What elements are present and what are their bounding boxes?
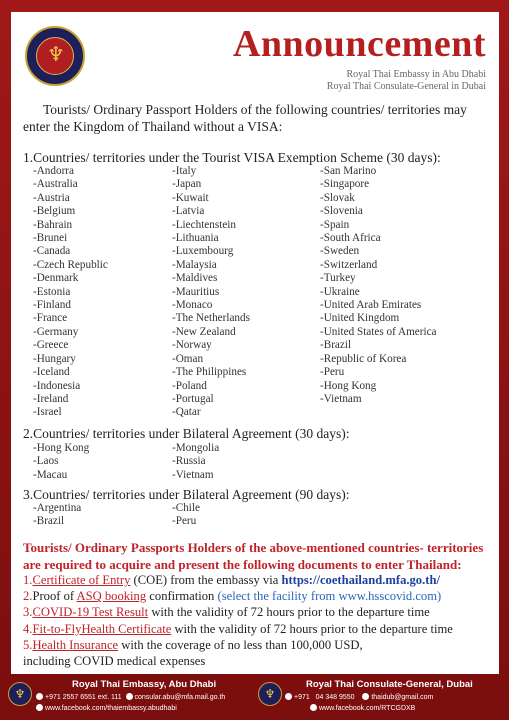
country-item: -Australia	[33, 178, 78, 191]
country-item: -Italy	[172, 165, 197, 177]
intro-paragraph: Tourists/ Ordinary Passport Holders of the following countries/ territories may enter the Kingdom of Thailand without a VISA:	[23, 102, 467, 134]
footer-consulate-email[interactable]: thaidub@gmail.com	[371, 694, 434, 701]
country-item: -Ireland	[33, 392, 69, 405]
country-item: -Germany	[33, 325, 79, 338]
country-item: -New Zealand	[172, 325, 236, 338]
asq-link[interactable]: ASQ booking	[76, 589, 147, 604]
requirement-item-4	[23, 621, 498, 637]
country-item: -Poland	[172, 379, 207, 392]
section3-column-1	[33, 502, 81, 529]
embassy-seal-small-icon: ♆	[8, 682, 32, 706]
country-item: -Greece	[33, 339, 69, 352]
footer-embassy-phone[interactable]: +971 2557 6551 ext. 111	[45, 694, 122, 701]
email-icon	[362, 693, 369, 700]
country-item: -Israel	[33, 406, 62, 419]
country-item: -Russia	[172, 455, 206, 468]
footer-consulate-phone-code: +971	[294, 694, 310, 701]
embassy-seal-logo	[25, 26, 85, 86]
requirement-item-1	[23, 572, 498, 588]
country-item: -Sweden	[320, 245, 360, 258]
country-item: -Kuwait	[172, 191, 209, 204]
country-item: -Maldives	[172, 272, 218, 285]
country-item: -Iceland	[33, 366, 70, 379]
fit-to-fly-link[interactable]: Fit-to-FlyHealth Certificate	[32, 621, 172, 636]
country-item: -Bahrain	[33, 218, 73, 231]
country-item: -Chile	[172, 502, 200, 514]
country-item: -Ukraine	[320, 285, 360, 298]
health-insurance-link[interactable]: Health Insurance	[32, 637, 119, 652]
footer-embassy-email[interactable]: consular.abu@mfa.mail.go.th	[134, 694, 226, 701]
footer-embassy-contact	[36, 693, 225, 701]
country-item: -Lithuania	[172, 232, 219, 245]
country-item: -Macau	[33, 468, 68, 481]
section2-heading: 2.Countries/ territories under Bilateral Agreement (30 days):	[23, 426, 350, 441]
section3-column-2	[172, 502, 200, 529]
footer-consulate-contact	[285, 693, 433, 701]
country-item: -South Africa	[320, 232, 381, 245]
country-item: -Hong Kong	[33, 442, 90, 454]
item-text: (COE) from the embassy via	[130, 573, 282, 587]
section2-column-1	[33, 442, 89, 482]
country-item: -Vietnam	[320, 392, 362, 405]
country-item: -Hong Kong	[320, 379, 377, 392]
country-item: -Argentina	[33, 502, 82, 514]
requirement-item-5	[23, 637, 498, 653]
footer-embassy-fb-link[interactable]: www.facebook.com/thaiembassy.abudhabi	[45, 705, 177, 712]
footer-embassy-facebook	[36, 704, 177, 712]
item-text: with the validity of 72 hours prior to the departure time	[148, 605, 430, 620]
country-item: -Mauritius	[172, 285, 220, 298]
country-item: -Singapore	[320, 178, 370, 191]
coe-url-link[interactable]: https://coethailand.mfa.go.th/	[281, 573, 440, 587]
country-item: -Finland	[33, 299, 71, 312]
item-number: 3.	[23, 605, 33, 620]
page-title: Announcement	[232, 23, 486, 65]
country-item: -Andorra	[33, 165, 75, 177]
country-item: -Hungary	[33, 352, 76, 365]
section1-heading: 1.Countries/ territories under the Tourist VISA Exemption Scheme (30 days):	[23, 150, 441, 165]
country-item: -Japan	[172, 178, 202, 191]
footer	[0, 676, 509, 720]
country-item: -Denmark	[33, 272, 79, 285]
phone-icon	[36, 693, 43, 700]
country-item: -Oman	[172, 352, 204, 365]
country-item: -United Arab Emirates	[320, 299, 422, 312]
requirement-item-3	[23, 604, 498, 620]
country-item: -Portugal	[172, 392, 214, 405]
asq-note: (select the facility from www.hsscovid.com)	[217, 589, 442, 604]
requirements-list	[23, 572, 498, 669]
country-item: -Latvia	[172, 205, 205, 218]
country-item: -Czech Republic	[33, 258, 108, 271]
country-item: -Canada	[33, 245, 71, 258]
footer-embassy-name: Royal Thai Embassy, Abu Dhabi	[72, 679, 217, 690]
section1-column-1	[33, 165, 108, 420]
country-item: -Malaysia	[172, 258, 217, 271]
country-item: -Brazil	[320, 339, 352, 352]
country-item: -Vietnam	[172, 468, 214, 481]
country-item: -Brazil	[33, 515, 65, 528]
country-item: -Republic of Korea	[320, 352, 407, 365]
footer-consulate-fb-link[interactable]: www.facebook.com/RTCGDXB	[319, 705, 416, 712]
item-number: 4.	[23, 621, 33, 636]
footer-consulate-facebook	[310, 704, 415, 712]
country-item: -France	[33, 312, 68, 325]
section1-column-2	[172, 165, 250, 420]
coe-link[interactable]: Certificate of Entry	[32, 573, 131, 587]
country-item: -Estonia	[33, 285, 71, 298]
country-item: -Indonesia	[33, 379, 81, 392]
country-item: -Laos	[33, 455, 59, 468]
facebook-icon	[310, 704, 317, 711]
item-text: confirmation	[146, 589, 218, 604]
country-item: -Peru	[320, 366, 345, 379]
email-icon	[126, 693, 133, 700]
country-item: -Brunei	[33, 232, 68, 245]
country-item: -Slovenia	[320, 205, 363, 218]
item-number: 1.	[23, 573, 33, 587]
country-item: -United States of America	[320, 325, 437, 338]
requirements-intro: Tourists/ Ordinary Passports Holders of the above-mentioned countries- territories are required to acquire and present the following documents to enter Thailand:	[23, 540, 484, 572]
item-text: Proof of	[32, 589, 77, 604]
item-text: with the coverage of no less than 100,000 USD,	[118, 637, 363, 652]
country-item: -Liechtenstein	[172, 218, 236, 231]
country-item: -Luxembourg	[172, 245, 234, 258]
consulate-subtitle: Royal Thai Consulate-General in Dubai	[326, 81, 486, 92]
footer-consulate-name: Royal Thai Consulate-General, Dubai	[306, 679, 473, 690]
item-number: 2.	[23, 589, 33, 604]
item-text: with the validity of 72 hours prior to the departure time	[171, 621, 453, 636]
country-item: -The Philippines	[172, 366, 247, 379]
country-item: -The Netherlands	[172, 312, 250, 325]
country-item: -United Kingdom	[320, 312, 400, 325]
country-item: -Mongolia	[172, 442, 220, 454]
section1-column-3	[320, 165, 437, 406]
requirement-item-5-cont: including COVID medical expenses	[23, 654, 206, 669]
item-number: 5.	[23, 637, 33, 652]
country-item: -Monaco	[172, 299, 213, 312]
section3-heading: 3.Countries/ territories under Bilateral Agreement (90 days):	[23, 487, 350, 502]
country-item: -Switzerland	[320, 258, 378, 271]
embassy-subtitle: Royal Thai Embassy in Abu Dhabi	[346, 69, 486, 80]
country-item: -Qatar	[172, 406, 201, 419]
country-item: -Norway	[172, 339, 212, 352]
footer-consulate-phone[interactable]: 04 348 9550	[315, 694, 355, 701]
country-item: -Slovak	[320, 191, 355, 204]
country-item: -San Marino	[320, 165, 377, 177]
consulate-seal-small-icon: ♆	[258, 682, 282, 706]
country-item: -Belgium	[33, 205, 76, 218]
country-item: -Austria	[33, 191, 70, 204]
covid-test-link[interactable]: COVID-19 Test Result	[32, 605, 149, 620]
section2-column-2	[172, 442, 219, 482]
phone-icon	[285, 693, 292, 700]
requirement-item-2	[23, 588, 498, 604]
facebook-icon	[36, 704, 43, 711]
country-item: -Spain	[320, 218, 350, 231]
country-item: -Turkey	[320, 272, 356, 285]
country-item: -Peru	[172, 515, 197, 528]
garuda-icon: ♆	[47, 44, 65, 66]
